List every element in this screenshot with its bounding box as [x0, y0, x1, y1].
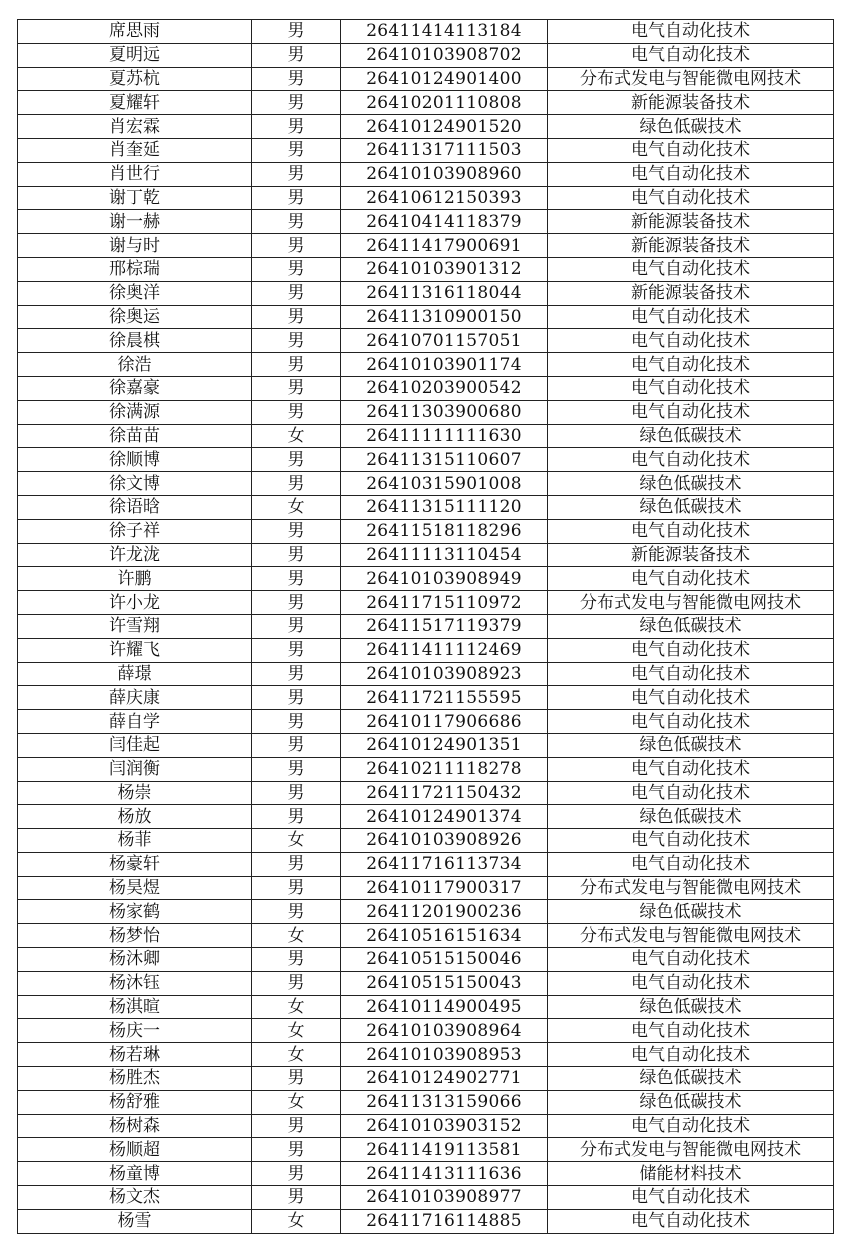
exam-number-cell: 26411317111503: [341, 138, 548, 162]
student-name-cell: 杨童博: [18, 1162, 252, 1186]
major-cell: 电气自动化技术: [548, 353, 834, 377]
student-name-cell: 杨沐钰: [18, 971, 252, 995]
major-cell: 电气自动化技术: [548, 1186, 834, 1210]
table-row: [18, 1186, 834, 1210]
major-cell: 电气自动化技术: [548, 781, 834, 805]
gender-cell: 男: [252, 281, 341, 305]
major-cell: 绿色低碳技术: [548, 614, 834, 638]
gender-cell: 男: [252, 900, 341, 924]
major-cell: 绿色低碳技术: [548, 805, 834, 829]
table-row: [18, 210, 834, 234]
major-cell: 电气自动化技术: [548, 1114, 834, 1138]
table-row: [18, 162, 834, 186]
student-name-cell: 杨庆一: [18, 1019, 252, 1043]
table-row: [18, 781, 834, 805]
table-row: [18, 20, 834, 44]
gender-cell: 女: [252, 1209, 341, 1233]
major-cell: 电气自动化技术: [548, 1209, 834, 1233]
gender-cell: 男: [252, 805, 341, 829]
student-name-cell: 薛自学: [18, 710, 252, 734]
table-row: [18, 1138, 834, 1162]
student-name-cell: 徐顺博: [18, 448, 252, 472]
table-row: [18, 67, 834, 91]
table-row: [18, 948, 834, 972]
exam-number-cell: 26411517119379: [341, 614, 548, 638]
exam-number-cell: 26410117900317: [341, 876, 548, 900]
gender-cell: 男: [252, 400, 341, 424]
table-row: [18, 591, 834, 615]
major-cell: 电气自动化技术: [548, 638, 834, 662]
table-row: [18, 567, 834, 591]
table-row: [18, 1162, 834, 1186]
gender-cell: 男: [252, 115, 341, 139]
major-cell: 新能源装备技术: [548, 210, 834, 234]
gender-cell: 男: [252, 472, 341, 496]
student-name-cell: 徐满源: [18, 400, 252, 424]
exam-number-cell: 26410117906686: [341, 710, 548, 734]
major-cell: 电气自动化技术: [548, 971, 834, 995]
major-cell: 电气自动化技术: [548, 1043, 834, 1067]
student-name-cell: 许雪翔: [18, 614, 252, 638]
exam-number-cell: 26410315901008: [341, 472, 548, 496]
major-cell: 新能源装备技术: [548, 281, 834, 305]
major-cell: 电气自动化技术: [548, 376, 834, 400]
student-name-cell: 杨舒雅: [18, 1090, 252, 1114]
table-row: [18, 1019, 834, 1043]
exam-number-cell: 26410103908702: [341, 43, 548, 67]
student-name-cell: 徐苗苗: [18, 424, 252, 448]
student-name-cell: 杨梦怡: [18, 924, 252, 948]
gender-cell: 女: [252, 424, 341, 448]
table-row: [18, 1067, 834, 1091]
student-name-cell: 肖宏霖: [18, 115, 252, 139]
major-cell: 电气自动化技术: [548, 400, 834, 424]
table-row: [18, 448, 834, 472]
gender-cell: 女: [252, 1043, 341, 1067]
student-name-cell: 杨昊煜: [18, 876, 252, 900]
student-name-cell: 谢一赫: [18, 210, 252, 234]
gender-cell: 女: [252, 995, 341, 1019]
gender-cell: 男: [252, 1138, 341, 1162]
gender-cell: 男: [252, 733, 341, 757]
table-row: [18, 805, 834, 829]
gender-cell: 男: [252, 567, 341, 591]
exam-number-cell: 26410211118278: [341, 757, 548, 781]
gender-cell: 男: [252, 448, 341, 472]
gender-cell: 男: [252, 971, 341, 995]
table-row: [18, 1043, 834, 1067]
student-name-cell: 杨淇暄: [18, 995, 252, 1019]
major-cell: 电气自动化技术: [548, 852, 834, 876]
major-cell: 绿色低碳技术: [548, 1090, 834, 1114]
exam-number-cell: 26410124901400: [341, 67, 548, 91]
exam-number-cell: 26411715110972: [341, 591, 548, 615]
student-name-cell: 谢丁乾: [18, 186, 252, 210]
student-name-cell: 许龙泷: [18, 543, 252, 567]
exam-number-cell: 26410701157051: [341, 329, 548, 353]
gender-cell: 男: [252, 852, 341, 876]
table-row: [18, 1209, 834, 1233]
exam-number-cell: 26410103908926: [341, 829, 548, 853]
gender-cell: 女: [252, 1090, 341, 1114]
major-cell: 电气自动化技术: [548, 186, 834, 210]
exam-number-cell: 26411316118044: [341, 281, 548, 305]
table-row: [18, 234, 834, 258]
exam-number-cell: 26411413111636: [341, 1162, 548, 1186]
exam-number-cell: 26410103908977: [341, 1186, 548, 1210]
student-name-cell: 许小龙: [18, 591, 252, 615]
major-cell: 储能材料技术: [548, 1162, 834, 1186]
major-cell: 电气自动化技术: [548, 948, 834, 972]
major-cell: 绿色低碳技术: [548, 115, 834, 139]
major-cell: 电气自动化技术: [548, 710, 834, 734]
student-name-cell: 肖奎延: [18, 138, 252, 162]
student-name-cell: 徐晨棋: [18, 329, 252, 353]
table-row: [18, 900, 834, 924]
gender-cell: 男: [252, 757, 341, 781]
exam-number-cell: 26411417900691: [341, 234, 548, 258]
student-name-cell: 夏明远: [18, 43, 252, 67]
table-row: [18, 971, 834, 995]
table-row: [18, 614, 834, 638]
student-name-cell: 许鹏: [18, 567, 252, 591]
exam-number-cell: 26410124901351: [341, 733, 548, 757]
student-name-cell: 杨顺超: [18, 1138, 252, 1162]
major-cell: 电气自动化技术: [548, 138, 834, 162]
student-name-cell: 徐子祥: [18, 519, 252, 543]
gender-cell: 男: [252, 519, 341, 543]
exam-number-cell: 26410114900495: [341, 995, 548, 1019]
student-name-cell: 徐语晗: [18, 495, 252, 519]
table-row: [18, 400, 834, 424]
roster-table-body: [18, 20, 834, 1234]
table-row: [18, 757, 834, 781]
exam-number-cell: 26411111111630: [341, 424, 548, 448]
student-name-cell: 杨菲: [18, 829, 252, 853]
gender-cell: 男: [252, 305, 341, 329]
major-cell: 电气自动化技术: [548, 757, 834, 781]
roster-table: [17, 19, 834, 1234]
table-row: [18, 305, 834, 329]
major-cell: 绿色低碳技术: [548, 424, 834, 448]
major-cell: 绿色低碳技术: [548, 472, 834, 496]
table-row: [18, 472, 834, 496]
gender-cell: 男: [252, 591, 341, 615]
exam-number-cell: 26411721155595: [341, 686, 548, 710]
major-cell: 绿色低碳技术: [548, 733, 834, 757]
exam-number-cell: 26411716114885: [341, 1209, 548, 1233]
table-row: [18, 329, 834, 353]
table-row: [18, 1114, 834, 1138]
student-name-cell: 闫润衡: [18, 757, 252, 781]
exam-number-cell: 26411113110454: [341, 543, 548, 567]
major-cell: 电气自动化技术: [548, 1019, 834, 1043]
student-name-cell: 杨豪轩: [18, 852, 252, 876]
gender-cell: 男: [252, 1186, 341, 1210]
student-name-cell: 杨若琳: [18, 1043, 252, 1067]
table-row: [18, 424, 834, 448]
table-row: [18, 43, 834, 67]
gender-cell: 男: [252, 1114, 341, 1138]
exam-number-cell: 26411419113581: [341, 1138, 548, 1162]
exam-number-cell: 26410515150043: [341, 971, 548, 995]
student-name-cell: 徐浩: [18, 353, 252, 377]
table-row: [18, 376, 834, 400]
table-row: [18, 519, 834, 543]
table-row: [18, 876, 834, 900]
gender-cell: 男: [252, 234, 341, 258]
gender-cell: 男: [252, 876, 341, 900]
gender-cell: 男: [252, 20, 341, 44]
exam-number-cell: 26410515150046: [341, 948, 548, 972]
exam-number-cell: 26411411112469: [341, 638, 548, 662]
exam-number-cell: 26410201110808: [341, 91, 548, 115]
student-name-cell: 杨雪: [18, 1209, 252, 1233]
exam-number-cell: 26411716113734: [341, 852, 548, 876]
gender-cell: 男: [252, 210, 341, 234]
gender-cell: 男: [252, 186, 341, 210]
student-name-cell: 许耀飞: [18, 638, 252, 662]
major-cell: 电气自动化技术: [548, 257, 834, 281]
exam-number-cell: 26411313159066: [341, 1090, 548, 1114]
major-cell: 电气自动化技术: [548, 662, 834, 686]
gender-cell: 男: [252, 329, 341, 353]
major-cell: 绿色低碳技术: [548, 995, 834, 1019]
exam-number-cell: 26410124901374: [341, 805, 548, 829]
major-cell: 电气自动化技术: [548, 567, 834, 591]
gender-cell: 男: [252, 686, 341, 710]
exam-number-cell: 26411303900680: [341, 400, 548, 424]
major-cell: 分布式发电与智能微电网技术: [548, 591, 834, 615]
exam-number-cell: 26410103908953: [341, 1043, 548, 1067]
gender-cell: 男: [252, 43, 341, 67]
exam-number-cell: 26410124902771: [341, 1067, 548, 1091]
exam-number-cell: 26410103901174: [341, 353, 548, 377]
table-row: [18, 686, 834, 710]
major-cell: 电气自动化技术: [548, 519, 834, 543]
gender-cell: 男: [252, 91, 341, 115]
gender-cell: 男: [252, 376, 341, 400]
major-cell: 绿色低碳技术: [548, 495, 834, 519]
gender-cell: 女: [252, 924, 341, 948]
table-row: [18, 1090, 834, 1114]
gender-cell: 男: [252, 948, 341, 972]
major-cell: 分布式发电与智能微电网技术: [548, 876, 834, 900]
exam-number-cell: 26410516151634: [341, 924, 548, 948]
exam-number-cell: 26411518118296: [341, 519, 548, 543]
gender-cell: 男: [252, 67, 341, 91]
exam-number-cell: 26410103903152: [341, 1114, 548, 1138]
gender-cell: 男: [252, 543, 341, 567]
exam-number-cell: 26411414113184: [341, 20, 548, 44]
exam-number-cell: 26411721150432: [341, 781, 548, 805]
gender-cell: 男: [252, 353, 341, 377]
student-name-cell: 邢棕瑞: [18, 257, 252, 281]
gender-cell: 男: [252, 162, 341, 186]
student-name-cell: 谢与时: [18, 234, 252, 258]
table-row: [18, 852, 834, 876]
gender-cell: 男: [252, 138, 341, 162]
student-name-cell: 杨崇: [18, 781, 252, 805]
exam-number-cell: 26411315111120: [341, 495, 548, 519]
table-row: [18, 995, 834, 1019]
exam-number-cell: 26410414118379: [341, 210, 548, 234]
student-name-cell: 徐嘉豪: [18, 376, 252, 400]
student-name-cell: 肖世行: [18, 162, 252, 186]
exam-number-cell: 26411315110607: [341, 448, 548, 472]
major-cell: 绿色低碳技术: [548, 1067, 834, 1091]
student-name-cell: 闫佳起: [18, 733, 252, 757]
table-row: [18, 138, 834, 162]
student-name-cell: 徐文博: [18, 472, 252, 496]
exam-number-cell: 26410103908923: [341, 662, 548, 686]
student-name-cell: 杨家鹤: [18, 900, 252, 924]
table-row: [18, 257, 834, 281]
gender-cell: 男: [252, 257, 341, 281]
major-cell: 电气自动化技术: [548, 829, 834, 853]
table-row: [18, 662, 834, 686]
table-row: [18, 733, 834, 757]
exam-number-cell: 26410103908960: [341, 162, 548, 186]
gender-cell: 男: [252, 781, 341, 805]
gender-cell: 女: [252, 829, 341, 853]
major-cell: 新能源装备技术: [548, 91, 834, 115]
major-cell: 电气自动化技术: [548, 305, 834, 329]
student-name-cell: 杨胜杰: [18, 1067, 252, 1091]
table-row: [18, 638, 834, 662]
gender-cell: 男: [252, 1162, 341, 1186]
major-cell: 新能源装备技术: [548, 234, 834, 258]
exam-number-cell: 26410103901312: [341, 257, 548, 281]
major-cell: 新能源装备技术: [548, 543, 834, 567]
gender-cell: 男: [252, 662, 341, 686]
table-row: [18, 710, 834, 734]
major-cell: 电气自动化技术: [548, 20, 834, 44]
student-name-cell: 杨沐卿: [18, 948, 252, 972]
student-name-cell: 席思雨: [18, 20, 252, 44]
major-cell: 电气自动化技术: [548, 162, 834, 186]
major-cell: 电气自动化技术: [548, 686, 834, 710]
major-cell: 分布式发电与智能微电网技术: [548, 1138, 834, 1162]
gender-cell: 女: [252, 495, 341, 519]
exam-number-cell: 26410103908964: [341, 1019, 548, 1043]
major-cell: 分布式发电与智能微电网技术: [548, 67, 834, 91]
major-cell: 分布式发电与智能微电网技术: [548, 924, 834, 948]
table-row: [18, 924, 834, 948]
major-cell: 绿色低碳技术: [548, 900, 834, 924]
major-cell: 电气自动化技术: [548, 43, 834, 67]
student-name-cell: 夏耀轩: [18, 91, 252, 115]
student-name-cell: 杨树森: [18, 1114, 252, 1138]
gender-cell: 男: [252, 1067, 341, 1091]
student-name-cell: 夏苏杭: [18, 67, 252, 91]
table-row: [18, 281, 834, 305]
student-name-cell: 薛庆康: [18, 686, 252, 710]
table-row: [18, 186, 834, 210]
exam-number-cell: 26411310900150: [341, 305, 548, 329]
gender-cell: 女: [252, 1019, 341, 1043]
document-page: [17, 19, 833, 1234]
exam-number-cell: 26410612150393: [341, 186, 548, 210]
gender-cell: 男: [252, 638, 341, 662]
major-cell: 电气自动化技术: [548, 448, 834, 472]
exam-number-cell: 26411201900236: [341, 900, 548, 924]
student-name-cell: 杨文杰: [18, 1186, 252, 1210]
major-cell: 电气自动化技术: [548, 329, 834, 353]
exam-number-cell: 26410103908949: [341, 567, 548, 591]
student-name-cell: 徐奥运: [18, 305, 252, 329]
student-name-cell: 徐奥洋: [18, 281, 252, 305]
gender-cell: 男: [252, 710, 341, 734]
table-row: [18, 353, 834, 377]
student-name-cell: 薛璟: [18, 662, 252, 686]
exam-number-cell: 26410124901520: [341, 115, 548, 139]
student-name-cell: 杨放: [18, 805, 252, 829]
table-row: [18, 91, 834, 115]
table-row: [18, 495, 834, 519]
gender-cell: 男: [252, 614, 341, 638]
exam-number-cell: 26410203900542: [341, 376, 548, 400]
table-row: [18, 829, 834, 853]
table-row: [18, 115, 834, 139]
table-row: [18, 543, 834, 567]
